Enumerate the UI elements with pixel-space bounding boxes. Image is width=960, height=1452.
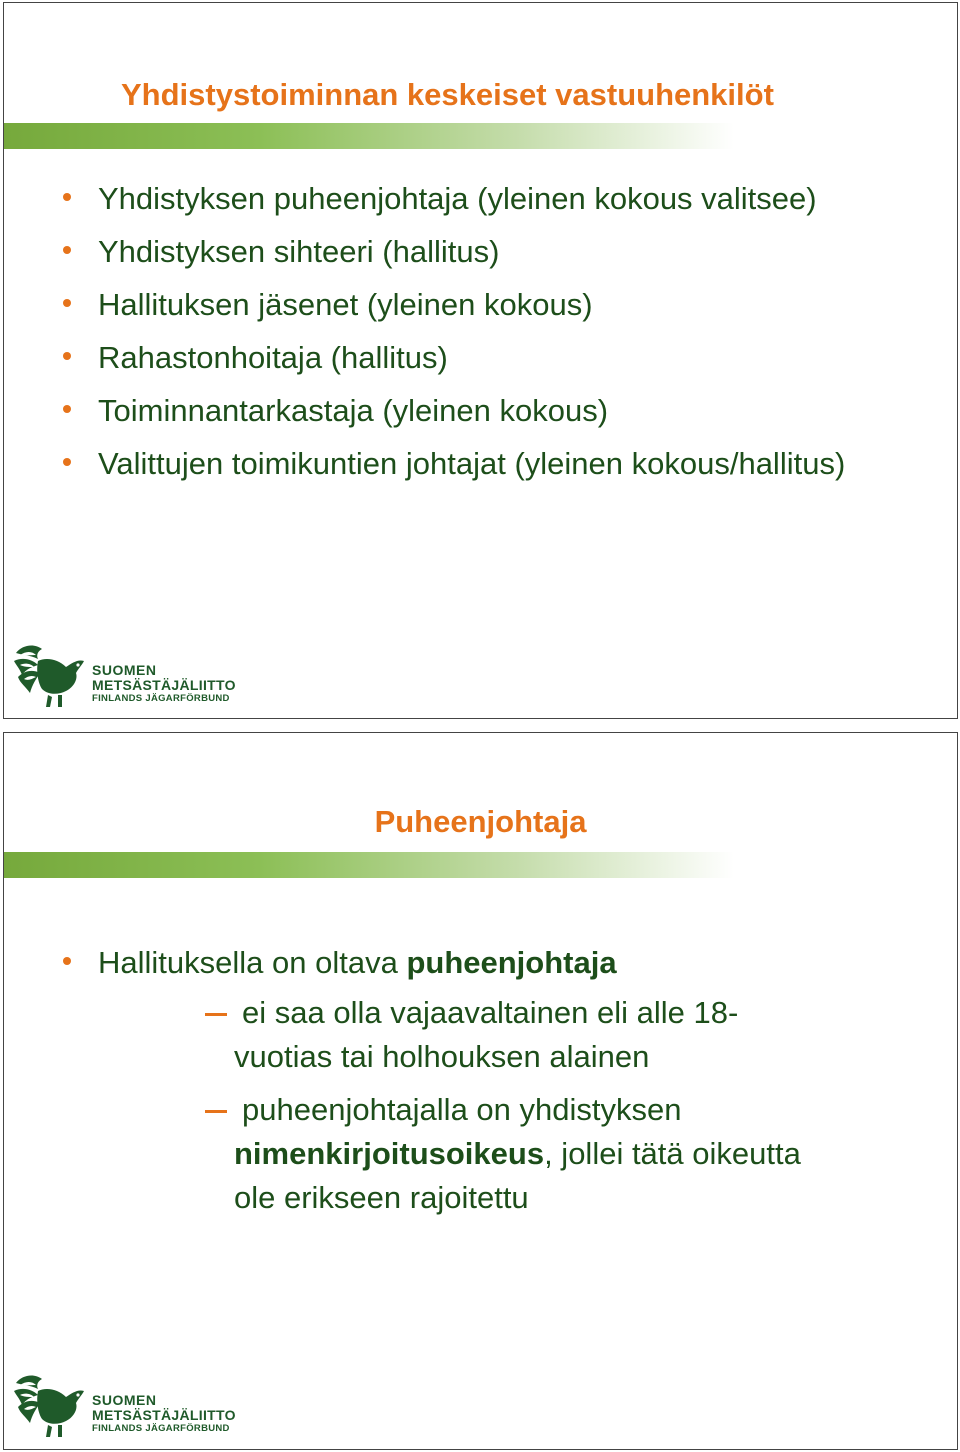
capercaillie-bird-icon — [12, 1373, 90, 1439]
dash-icon — [205, 1110, 227, 1113]
bullet-item: Yhdistyksen puheenjohtaja (yleinen kokous valitsee) — [4, 177, 957, 221]
bullet-item: Rahastonhoitaja (hallitus) — [4, 336, 957, 380]
slide-1 — [3, 2, 958, 719]
bullet-item: Valittujen toimikuntien johtajat (yleinen kokous/hallitus) — [4, 442, 957, 486]
bullet-item: Hallituksen jäsenet (yleinen kokous) — [4, 283, 957, 327]
bold-term: nimenkirjoitusoikeus — [234, 1136, 545, 1171]
sub-bullet-list — [98, 991, 897, 1220]
logo-line-2: METSÄSTÄJÄLIITTO — [92, 677, 236, 693]
logo-text — [92, 663, 236, 705]
slide-2-bullet-list — [4, 941, 957, 1229]
sub-bullet-item: ei saa olla vajaavaltainen eli alle 18-vuotias tai holhouksen alainen — [98, 991, 897, 1079]
bullet-dot-icon — [63, 193, 71, 201]
bullet-dot-icon — [63, 458, 71, 466]
logo-line-1: SUOMEN — [92, 662, 157, 678]
capercaillie-bird-icon — [12, 643, 90, 709]
bullet-dot-icon — [63, 246, 71, 254]
logo-line-2: METSÄSTÄJÄLIITTO — [92, 1407, 236, 1423]
organization-logo — [12, 1373, 242, 1439]
title-underline-bar — [4, 852, 734, 878]
logo-text — [92, 1393, 236, 1435]
bullet-item: Toiminnantarkastaja (yleinen kokous) — [4, 389, 957, 433]
organization-logo — [12, 643, 242, 709]
bullet-dot-icon — [63, 405, 71, 413]
bullet-item: Hallituksella on oltava puheenjohtaja ei saa olla vajaavaltainen eli alle 18-vuotias tai holhouksen alainen puheenjohtajalla on yhdistyksen nimenkirjoitusoikeus, jollei tätä oikeutta ole erikseen rajoitettu — [4, 941, 957, 1220]
slide-2 — [3, 732, 958, 1450]
slide-1-title: Yhdistystoiminnan keskeiset vastuuhenkilöt — [121, 77, 774, 112]
slide-1-bullet-list — [4, 177, 957, 495]
logo-line-1: SUOMEN — [92, 1392, 157, 1408]
title-underline-bar — [4, 123, 734, 149]
logo-line-3: FINLANDS JÄGARFÖRBUND — [92, 1423, 230, 1434]
sub-bullet-item: puheenjohtajalla on yhdistyksen nimenkirjoitusoikeus, jollei tätä oikeutta ole erikseen rajoitettu — [98, 1088, 897, 1220]
slide-2-title: Puheenjohtaja — [374, 804, 587, 839]
bullet-dot-icon — [63, 352, 71, 360]
bullet-dot-icon — [63, 299, 71, 307]
bullet-item: Yhdistyksen sihteeri (hallitus) — [4, 230, 957, 274]
bold-term: puheenjohtaja — [406, 945, 617, 980]
bullet-dot-icon — [63, 957, 71, 965]
dash-icon — [205, 1013, 227, 1016]
logo-line-3: FINLANDS JÄGARFÖRBUND — [92, 693, 230, 704]
